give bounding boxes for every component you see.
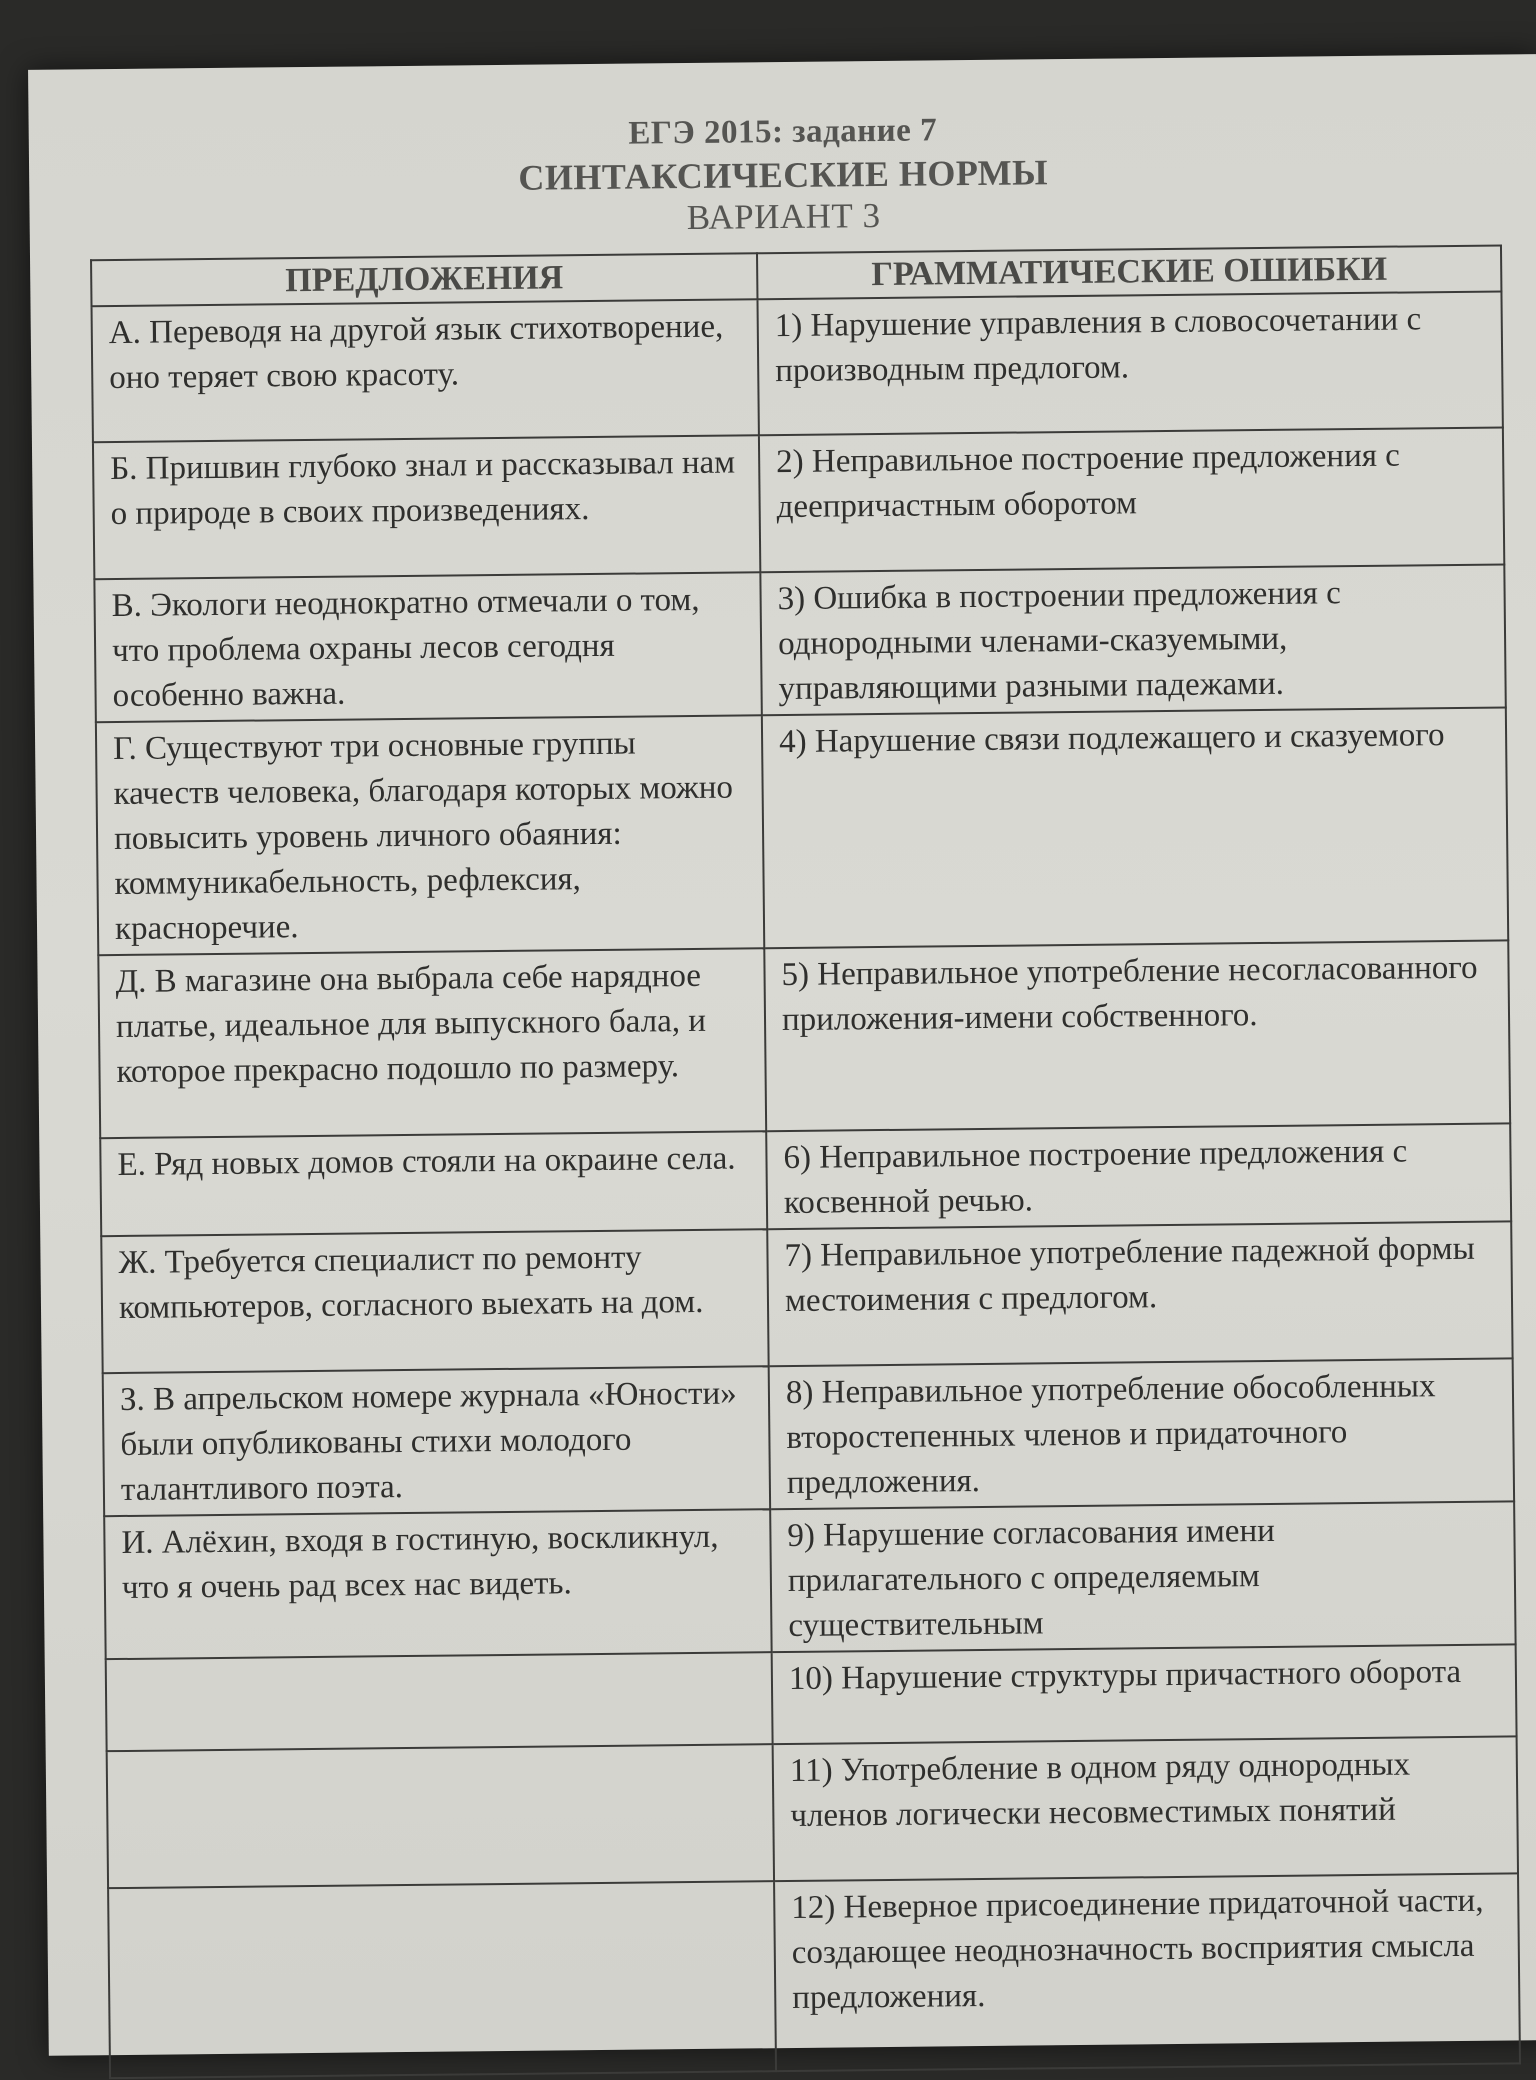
error-cell: 4) Нарушение связи подлежащего и сказуемого bbox=[762, 707, 1508, 948]
error-cell: 3) Ошибка в построении предложения с однородными членами-сказуемыми, управляющими разными падежами. bbox=[760, 564, 1505, 715]
error-cell: 8) Неправильное употребление обособленных второстепенных членов и придаточного предложения. bbox=[769, 1358, 1514, 1509]
error-cell: 1) Нарушение управления в словосочетании с производным предлогом. bbox=[757, 291, 1502, 435]
sentence-cell bbox=[108, 1881, 776, 2078]
sentence-cell: В. Экологи неоднократно отмечали о том, что проблема охраны лесов сегодня особенно важна. bbox=[94, 572, 761, 722]
table-row bbox=[104, 1501, 1515, 1659]
table-row bbox=[94, 564, 1505, 722]
sentence-cell bbox=[107, 1744, 774, 1888]
table-row bbox=[100, 1123, 1511, 1236]
matching-table bbox=[90, 244, 1521, 2079]
error-cell: 5) Неправильное употребление несогласованного приложения-имени собственного. bbox=[764, 940, 1510, 1131]
error-cell: 11) Употребление в одном ряду однородных членов логически несовместимых понятий bbox=[773, 1736, 1518, 1881]
sentence-cell: И. Алёхин, входя в гостиную, воскликнул, что я очень рад всех нас видеть. bbox=[104, 1509, 771, 1659]
table-row bbox=[106, 1644, 1517, 1751]
sentence-cell: А. Переводя на другой язык стихотворение, оно теряет свою красоту. bbox=[92, 299, 759, 442]
error-cell: 7) Неправильное употребление падежной формы местоимения с предлогом. bbox=[767, 1221, 1512, 1366]
error-cell: 6) Неправильное построение предложения с косвенной речью. bbox=[766, 1123, 1511, 1229]
error-cell: 10) Нарушение структуры причастного оборота bbox=[772, 1644, 1517, 1744]
table-row bbox=[101, 1221, 1512, 1373]
sentence-cell: Д. В магазине она выбрала себе нарядное платье, идеальное для выпускного бала, и которое прекрасно подошло по размеру. bbox=[98, 948, 766, 1138]
sentence-cell: Ж. Требуется специалист по ремонту компьютеров, согласного выехать на дом. bbox=[101, 1229, 768, 1373]
table-row bbox=[93, 427, 1504, 579]
variant-title: ВАРИАНТ 3 bbox=[686, 195, 881, 238]
error-cell: 12) Неверное присоединение придаточной части, создающее неоднозначность восприятия смысла предложения. bbox=[774, 1873, 1520, 2071]
column-header-sentences: ПРЕДЛОЖЕНИЯ bbox=[91, 253, 757, 306]
error-cell: 9) Нарушение согласования имени прилагательного с определяемым существительным bbox=[770, 1501, 1515, 1652]
error-cell: 2) Неправильное построение предложения с деепричастным оборотом bbox=[759, 427, 1504, 572]
column-header-errors: ГРАММАТИЧЕСКИЕ ОШИБКИ bbox=[757, 245, 1501, 299]
sentence-cell: Е. Ряд новых домов стояли на окраине села. bbox=[100, 1131, 767, 1236]
table-row bbox=[96, 707, 1508, 955]
worksheet-page bbox=[28, 54, 1536, 2056]
table-row bbox=[92, 291, 1503, 442]
sentence-cell: Г. Существуют три основные группы качеств человека, благодаря которых можно повысить уровень личного обаяния: коммуникабельность, рефлексия, красноречие. bbox=[96, 715, 764, 955]
sentence-cell: Б. Пришвин глубоко знал и рассказывал нам о природе в своих произведениях. bbox=[93, 435, 760, 579]
table-row bbox=[98, 940, 1510, 1138]
table-row bbox=[107, 1736, 1518, 1888]
table-row bbox=[103, 1358, 1514, 1516]
sentence-cell: З. В апрельском номере журнала «Юности» были опубликованы стихи молодого талантливого поэта. bbox=[103, 1366, 770, 1516]
sentence-cell bbox=[106, 1652, 773, 1751]
table-row bbox=[108, 1873, 1520, 2078]
topic-title: СИНТАКСИЧЕСКИЕ НОРМЫ bbox=[518, 152, 1049, 198]
exam-title: ЕГЭ 2015: задание 7 bbox=[628, 112, 938, 152]
